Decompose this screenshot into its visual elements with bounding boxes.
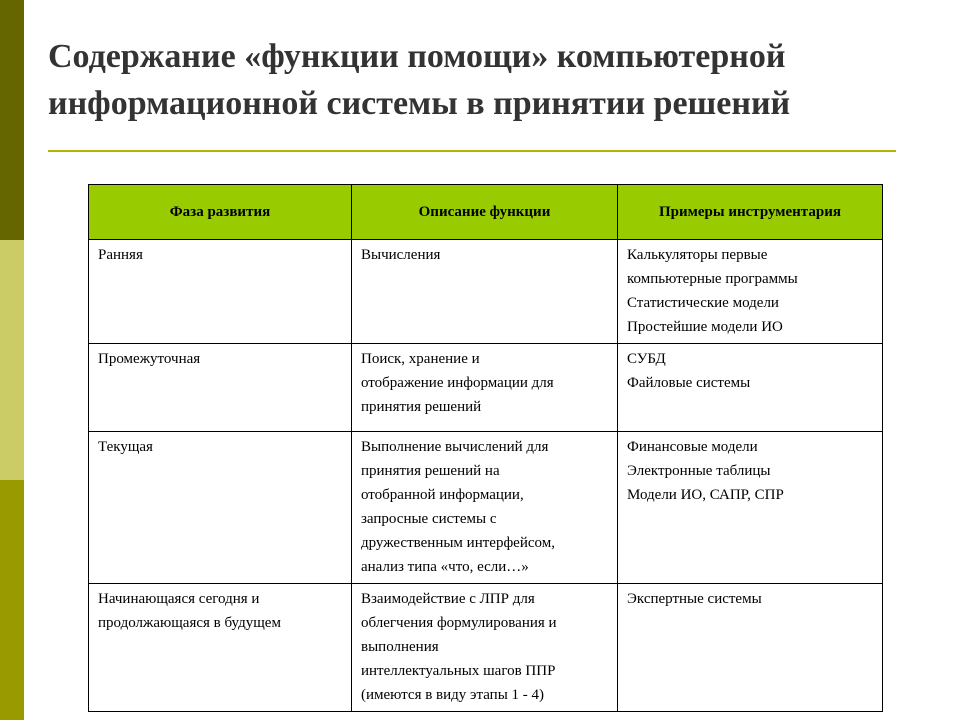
cell-line: дружественным интерфейсом, [361,535,555,551]
cell-line: Файловые системы [627,375,751,391]
side-bar-segment-top [0,0,24,240]
cell-line: принятия решений [361,399,482,415]
cell-line: Текущая [98,439,153,455]
cell-examples [618,584,883,712]
cell-line: Ранняя [98,247,143,263]
cell-line: выполнения [361,639,439,655]
cell-line: отображение информации для [361,375,554,391]
cell-line: Экспертные системы [627,591,762,607]
cell-line: Статистические модели [627,295,779,311]
cell-description [352,344,618,432]
side-bar-segment-middle [0,240,24,480]
cell-line: Промежуточная [98,351,201,367]
cell-line: Модели ИО, САПР, СПР [627,487,784,503]
cell-line: Начинающаяся сегодня и [98,591,260,607]
cell-line: Электронные таблицы [627,463,771,479]
cell-line: продолжающаяся в будущем [98,615,281,631]
cell-line: облегчения формулирования и [361,615,557,631]
cell-line: Выполнение вычислений для [361,439,549,455]
cell-line: СУБД [627,351,666,367]
cell-line: интеллектуальных шагов ППР [361,663,556,679]
cell-line: Простейшие модели ИО [627,319,783,335]
cell-line: компьютерные программы [627,271,798,287]
slide-title-line-1: Содержание «функции помощи» компьютерной [48,38,786,75]
cell-line: запросные системы с [361,511,497,527]
cell-line: Финансовые модели [627,439,758,455]
header-phase: Фаза развития [89,185,352,240]
cell-line: Калькуляторы первые [627,247,768,263]
cell-examples [618,240,883,344]
title-underline [48,150,896,152]
table-row [89,584,883,712]
slide-title-line-2: информационной системы в принятии решений [48,85,791,122]
cell-line: анализ типа «что, если…» [361,559,529,575]
cell-phase [89,432,352,584]
cell-phase [89,344,352,432]
table-header-row [89,185,883,240]
cell-phase [89,240,352,344]
table-row [89,240,883,344]
cell-description [352,584,618,712]
header-examples: Примеры инструментария [618,185,883,240]
header-description: Описание функции [352,185,618,240]
slide-title [48,33,928,127]
cell-line: (имеются в виду этапы 1 - 4) [361,687,545,703]
side-bar-segment-bottom [0,480,24,720]
cell-description [352,240,618,344]
table-row [89,432,883,584]
cell-description [352,432,618,584]
table-row [89,344,883,432]
cell-examples [618,432,883,584]
side-accent-bar [0,0,24,720]
cell-line: Вычисления [361,247,441,263]
cell-line: отобранной информации, [361,487,524,503]
cell-line: Взаимодействие с ЛПР для [361,591,535,607]
cell-line: Поиск, хранение и [361,351,480,367]
cell-line: принятия решений на [361,463,500,479]
cell-examples [618,344,883,432]
function-table [88,184,883,712]
cell-phase [89,584,352,712]
